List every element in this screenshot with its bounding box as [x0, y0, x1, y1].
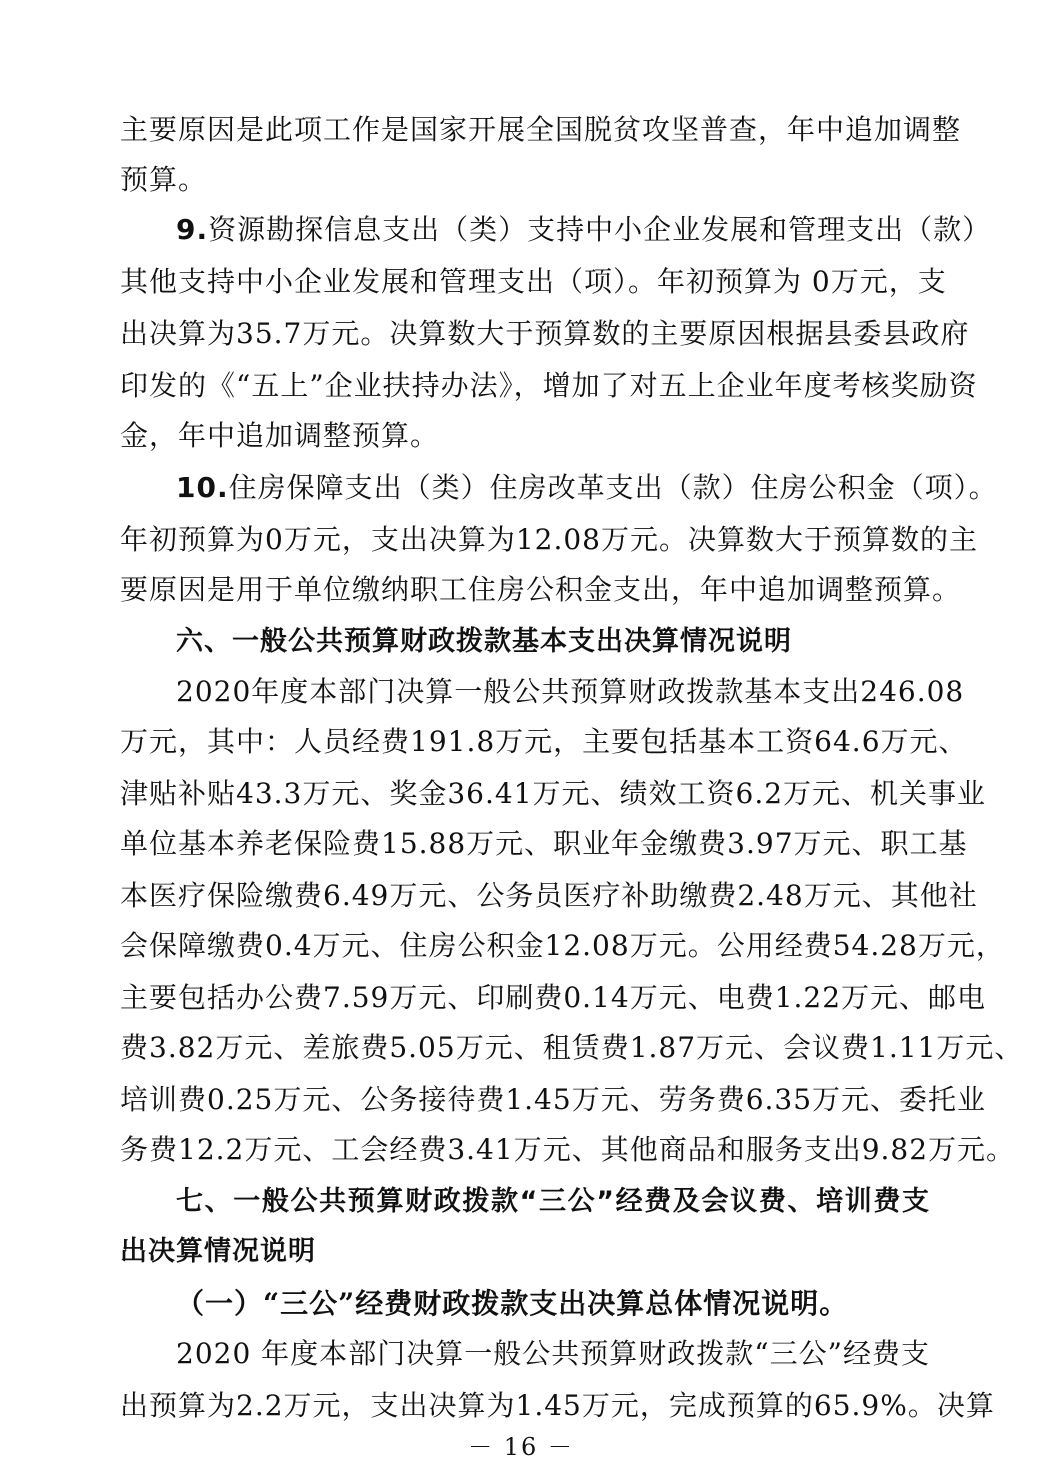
- text-line: 万元，其中：人员经费191.8万元，主要包括基本工资64.6万元、: [120, 725, 968, 758]
- text-line: 务费12.2万元、工会经费3.41万元、其他商品和服务支出9.82万元。: [120, 1133, 1016, 1166]
- page-number: － 16 －: [468, 1433, 574, 1461]
- text-line: 单位基本养老保险费15.88万元、职业年金缴费3.97万元、职工基: [120, 827, 968, 860]
- text-line: 其他支持中小企业发展和管理支出（项）。年初预算为 0万元，支: [120, 265, 947, 298]
- text-line: 出预算为2.2万元，支出决算为1.45万元，完成预算的65.9%。决算: [120, 1389, 995, 1422]
- text-line: [176, 210, 992, 250]
- text-line: 津贴补贴43.3万元、奖金36.41万元、绩效工资6.2万元、机关事业: [120, 777, 987, 810]
- text-line: [176, 468, 998, 508]
- text-line: 费3.82万元、差旅费5.05万元、租赁费1.87万元、会议费1.11万元、: [120, 1031, 1024, 1064]
- text-line: 印发的《“五上”企业扶持办法》，增加了对五上企业年度考核奖励资: [120, 369, 978, 402]
- sub-heading: （一）“三公”经费财政拨款支出决算总体情况说明。: [176, 1287, 849, 1320]
- section-heading: 七、一般公共预算财政拨款“三公”经费及会议费、培训费支: [176, 1186, 930, 1217]
- text-line: 会保障缴费0.4万元、住房公积金12.08万元。公用经费54.28万元，: [120, 929, 1005, 962]
- text-span: 住房保障支出（类）住房改革支出（款）住房公积金（项）。: [228, 471, 998, 504]
- text-line: 培训费0.25万元、公务接待费1.45万元、劳务费6.35万元、委托业: [120, 1083, 987, 1116]
- text-line: 年初预算为0万元，支出决算为12.08万元。决算数大于预算数的主: [120, 523, 978, 556]
- text-span: 资源勘探信息支出（类）支持中小企业发展和管理支出（款）: [208, 213, 992, 246]
- text-line: 主要原因是此项工作是国家开展全国脱贫攻坚普查，年中追加调整: [120, 113, 962, 146]
- text-line: 本医疗保险缴费6.49万元、公务员医疗补助缴费2.48万元、其他社: [120, 879, 978, 912]
- item-number: 9.: [176, 213, 209, 246]
- text-line: 要原因是用于单位缴纳职工住房公积金支出，年中追加调整预算。: [120, 573, 962, 606]
- item-number: 10.: [176, 471, 229, 504]
- text-line: 2020 年度本部门决算一般公共预算财政拨款“三公”经费支: [176, 1337, 930, 1370]
- text-line: 出决算为35.7万元。决算数大于预算数的主要原因根据县委县政府: [120, 317, 970, 350]
- section-heading: 出决算情况说明: [120, 1236, 316, 1267]
- text-line: 2020年度本部门决算一般公共预算财政拨款基本支出246.08: [176, 675, 965, 708]
- section-heading: 六、一般公共预算财政拨款基本支出决算情况说明: [176, 626, 792, 657]
- text-line: 金，年中追加调整预算。: [120, 419, 440, 452]
- text-line: 预算。: [120, 163, 208, 196]
- text-line: 主要包括办公费7.59万元、印刷费0.14万元、电费1.22万元、邮电: [120, 981, 987, 1014]
